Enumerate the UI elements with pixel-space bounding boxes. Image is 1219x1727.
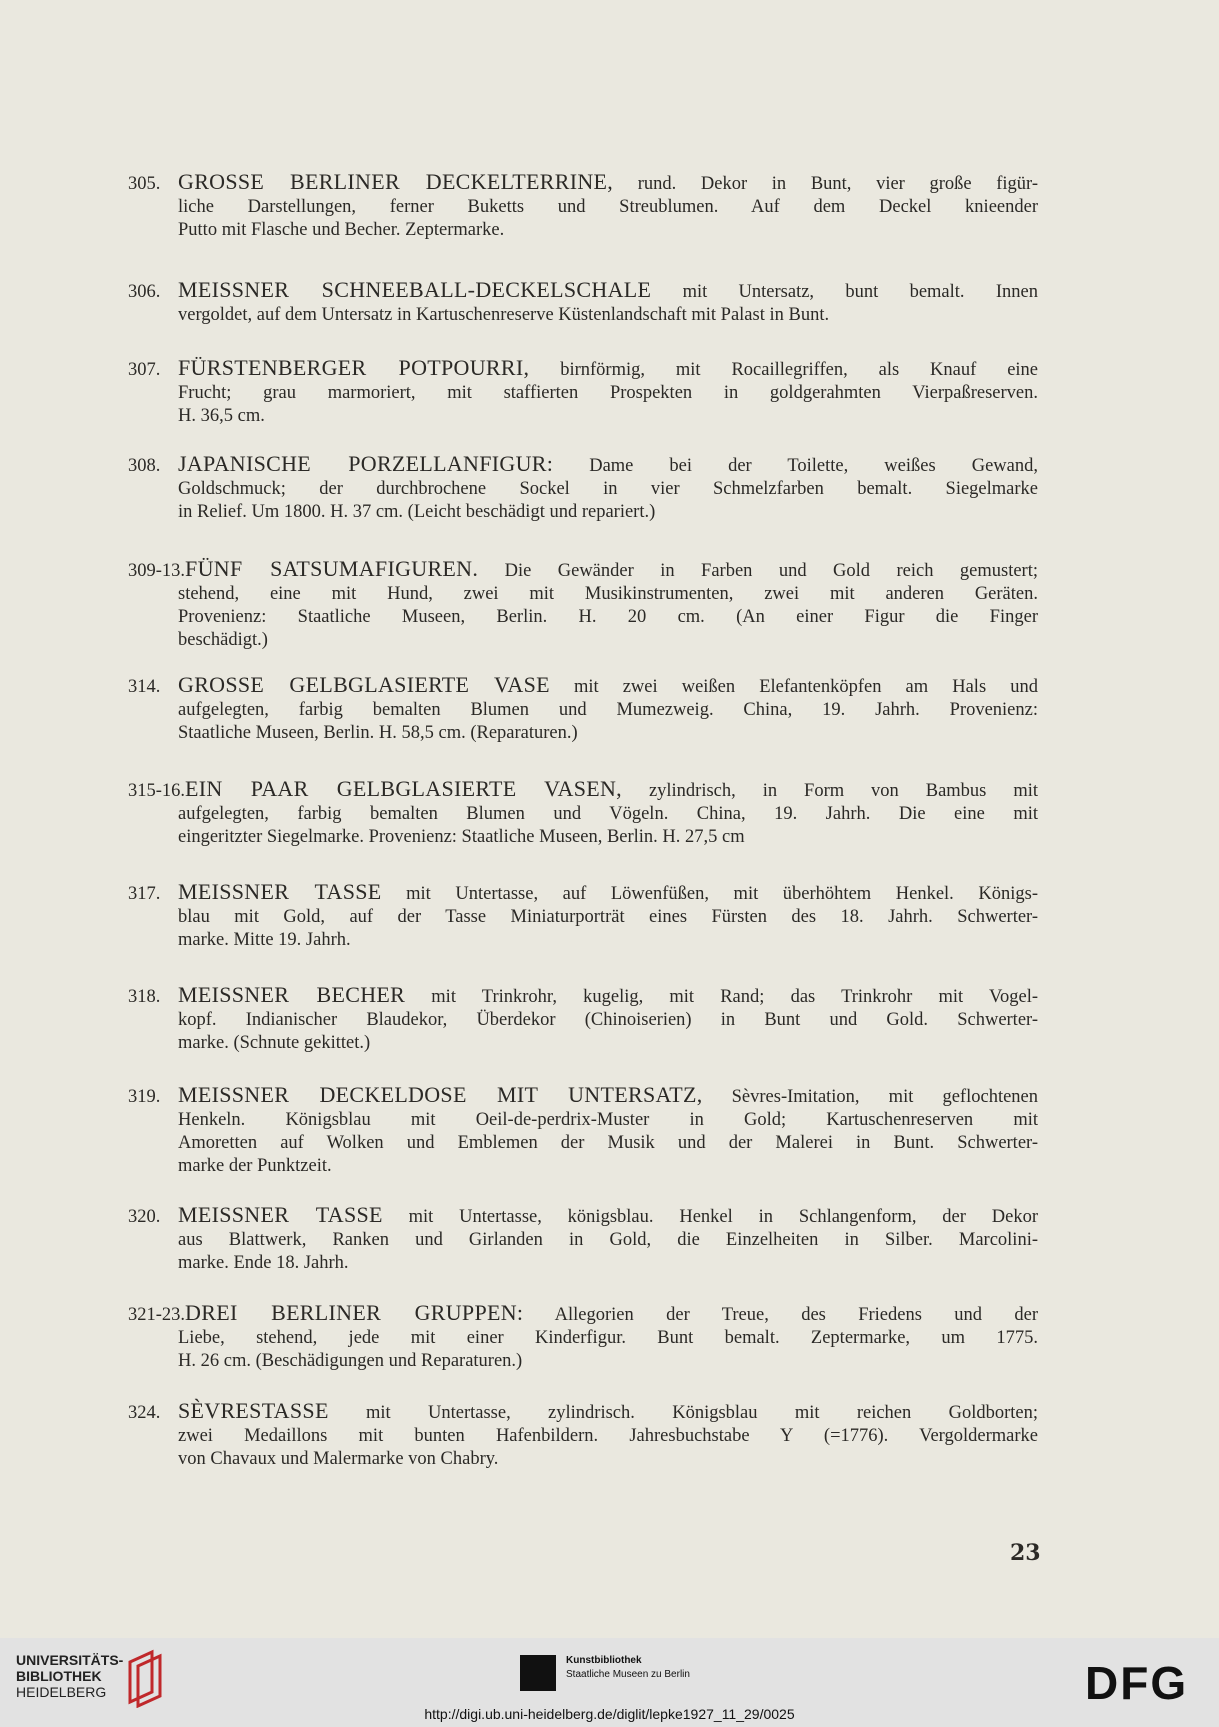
entry-text: Die Gewänder in Farben und Gold reich gemustert; — [478, 561, 1039, 581]
catalog-entry — [128, 452, 1038, 524]
library-book-icon — [122, 1648, 170, 1708]
entry-line: beschädigt.) — [178, 630, 268, 650]
page-number: 23 — [1010, 1540, 1041, 1566]
entry-number: 318. — [128, 987, 161, 1007]
entry-line — [128, 1203, 1038, 1229]
entry-title: SÈVRESTASSE — [178, 1398, 329, 1423]
uni-logo-line3: HEIDELBERG — [16, 1684, 107, 1700]
entry-line: liche Darstellungen, ferner Buketts und Streublumen. Auf dem Deckel knieender — [178, 197, 1038, 217]
entry-text: mit zwei weißen Elefantenköpfen am Hals und — [549, 677, 1038, 697]
catalog-entry — [128, 983, 1038, 1055]
entry-line: zwei Medaillons mit bunten Hafenbildern. Jahresbuchstabe Y (=1776). Vergoldermarke — [178, 1426, 1038, 1446]
entry-line: marke. (Schnute gekittet.) — [178, 1033, 371, 1053]
entry-text: mit Trinkrohr, kugelig, mit Rand; das Trinkrohr mit Vogel- — [405, 987, 1038, 1007]
catalog-entry — [128, 777, 1038, 849]
entry-text: Sèvres-Imitation, mit geflochtenen — [702, 1087, 1039, 1107]
dfg-logo[interactable]: DFG — [1085, 1657, 1189, 1709]
entry-line — [128, 880, 1038, 906]
entry-line: aus Blattwerk, Ranken und Girlanden in Gold, die Einzelheiten in Silber. Marcolini- — [178, 1230, 1038, 1250]
entry-number: 321-23. — [128, 1305, 186, 1325]
entry-line: in Relief. Um 1800. H. 37 cm. (Leicht beschädigt und repariert.) — [178, 502, 656, 522]
entry-number: 307. — [128, 360, 161, 380]
entry-line — [128, 557, 1038, 583]
catalog-entry — [128, 557, 1038, 652]
entry-line: kopf. Indianischer Blaudekor, Überdekor (Chinoiserien) in Bunt und Gold. Schwerter- — [178, 1010, 1038, 1030]
entry-title: FÜNF SATSUMAFIGUREN. — [185, 556, 479, 581]
uni-logo-line1: UNIVERSITÄTS- — [16, 1652, 124, 1668]
catalog-entry — [128, 1203, 1038, 1275]
entry-title: MEISSNER TASSE — [178, 879, 382, 904]
entry-line: stehend, eine mit Hund, zwei mit Musikinstrumenten, zwei mit anderen Geräten. — [178, 584, 1038, 604]
entry-text: mit Untertasse, königsblau. Henkel in Schlangenform, der Dekor — [382, 1207, 1038, 1227]
catalog-entry — [128, 673, 1038, 745]
entry-line — [128, 278, 1038, 304]
entry-line — [128, 452, 1038, 478]
catalog-entry — [128, 356, 1038, 428]
catalog-entry — [128, 170, 1038, 242]
entry-text: birnförmig, mit Rocaillegriffen, als Knauf eine — [529, 360, 1039, 380]
entry-text: Dame bei der Toilette, weißes Gewand, — [553, 456, 1038, 476]
entry-line: aufgelegten, farbig bemalten Blumen und Vögeln. China, 19. Jahrh. Die eine mit — [178, 804, 1038, 824]
entry-line: marke. Ende 18. Jahrh. — [178, 1253, 349, 1273]
entry-number: 314. — [128, 677, 161, 697]
entry-line — [128, 356, 1038, 382]
entry-title: MEISSNER TASSE — [178, 1202, 383, 1227]
entry-number: 317. — [128, 884, 161, 904]
entry-text: zylindrisch, in Form von Bambus mit — [622, 781, 1038, 801]
catalog-entry — [128, 1301, 1038, 1373]
entry-title: MEISSNER SCHNEEBALL-DECKELSCHALE — [178, 277, 652, 302]
catalog-entry — [128, 1399, 1038, 1471]
entry-line: Goldschmuck; der durchbrochene Sockel in vier Schmelzfarben bemalt. Siegelmarke — [178, 479, 1038, 499]
kunstbibliothek-logo-icon — [520, 1655, 556, 1691]
entry-line — [128, 777, 1038, 803]
entry-number: 306. — [128, 282, 161, 302]
entry-line: Provenienz: Staatliche Museen, Berlin. H. 20 cm. (An einer Figur die Finger — [178, 607, 1038, 627]
entry-line: H. 36,5 cm. — [178, 406, 265, 426]
entry-title: EIN PAAR GELBGLASIERTE VASEN, — [185, 776, 622, 801]
entry-number: 320. — [128, 1207, 161, 1227]
entry-line: marke. Mitte 19. Jahrh. — [178, 930, 351, 950]
entry-line: eingeritzter Siegelmarke. Provenienz: Staatliche Museen, Berlin. H. 27,5 cm — [178, 827, 745, 847]
catalog-entry — [128, 880, 1038, 952]
entry-line: von Chavaux und Malermarke von Chabry. — [178, 1449, 499, 1469]
entry-title: MEISSNER DECKELDOSE MIT UNTERSATZ, — [178, 1082, 703, 1107]
catalog-entry — [128, 1083, 1038, 1178]
entry-line: marke der Punktzeit. — [178, 1156, 332, 1176]
kb-line1: Kunstbibliothek — [566, 1655, 642, 1666]
entry-line — [128, 170, 1038, 196]
entry-line: blau mit Gold, auf der Tasse Miniaturporträt eines Fürsten des 18. Jahrh. Schwerter- — [178, 907, 1038, 927]
entry-line: Putto mit Flasche und Becher. Zeptermarke. — [178, 220, 505, 240]
entry-text: mit Untertasse, auf Löwenfüßen, mit überhöhtem Henkel. Königs- — [381, 884, 1038, 904]
entry-line: Staatliche Museen, Berlin. H. 58,5 cm. (Reparaturen.) — [178, 723, 578, 743]
entry-line: Liebe, stehend, jede mit einer Kinderfigur. Bunt bemalt. Zeptermarke, um 1775. — [178, 1328, 1038, 1348]
university-library-logo[interactable] — [16, 1652, 123, 1700]
entry-text: Allegorien der Treue, des Friedens und der — [523, 1305, 1038, 1325]
entry-line: vergoldet, auf dem Untersatz in Kartuschenreserve Küstenlandschaft mit Palast in Bunt. — [178, 305, 830, 325]
entry-title: DREI BERLINER GRUPPEN: — [185, 1300, 524, 1325]
kb-line2: Staatliche Museen zu Berlin — [566, 1669, 690, 1680]
entry-text: mit Untertasse, zylindrisch. Königsblau mit reichen Goldborten; — [328, 1403, 1038, 1423]
entry-title: GROSSE BERLINER DECKELTERRINE, — [178, 169, 614, 194]
uni-logo-line2: BIBLIOTHEK — [16, 1668, 102, 1684]
entry-line: Amoretten auf Wolken und Emblemen der Musik und der Malerei in Bunt. Schwerter- — [178, 1133, 1038, 1153]
entry-line — [128, 1083, 1038, 1109]
entry-title: JAPANISCHE PORZELLANFIGUR: — [178, 451, 554, 476]
entry-number: 315-16. — [128, 781, 186, 801]
entry-line — [128, 673, 1038, 699]
entry-line: Frucht; grau marmoriert, mit staffierten Prospekten in goldgerahmten Vierpaßreserven. — [178, 383, 1038, 403]
entry-title: GROSSE GELBGLASIERTE VASE — [178, 672, 550, 697]
kunstbibliothek-label — [566, 1654, 690, 1682]
entry-title: MEISSNER BECHER — [178, 982, 406, 1007]
catalog-entry — [128, 278, 1038, 327]
entry-text: mit Untersatz, bunt bemalt. Innen — [651, 282, 1038, 302]
entry-line: Henkeln. Königsblau mit Oeil-de-perdrix-Muster in Gold; Kartuschenreserven mit — [178, 1110, 1038, 1130]
entry-line — [128, 983, 1038, 1009]
entry-number: 319. — [128, 1087, 161, 1107]
entry-line: H. 26 cm. (Beschädigungen und Reparaturen.) — [178, 1351, 523, 1371]
entry-number: 308. — [128, 456, 161, 476]
entry-number: 309-13. — [128, 561, 186, 581]
entry-text: rund. Dekor in Bunt, vier große figür- — [613, 174, 1038, 194]
entry-title: FÜRSTENBERGER POTPOURRI, — [178, 355, 530, 380]
entry-line: aufgelegten, farbig bemalten Blumen und Mumezweig. China, 19. Jahrh. Provenienz: — [178, 700, 1038, 720]
entry-number: 324. — [128, 1403, 161, 1423]
entry-line — [128, 1301, 1038, 1327]
entry-line — [128, 1399, 1038, 1425]
entry-number: 305. — [128, 174, 161, 194]
source-url-link[interactable]: http://digi.ub.uni-heidelberg.de/diglit/lepke1927_11_29/0025 — [424, 1706, 795, 1722]
